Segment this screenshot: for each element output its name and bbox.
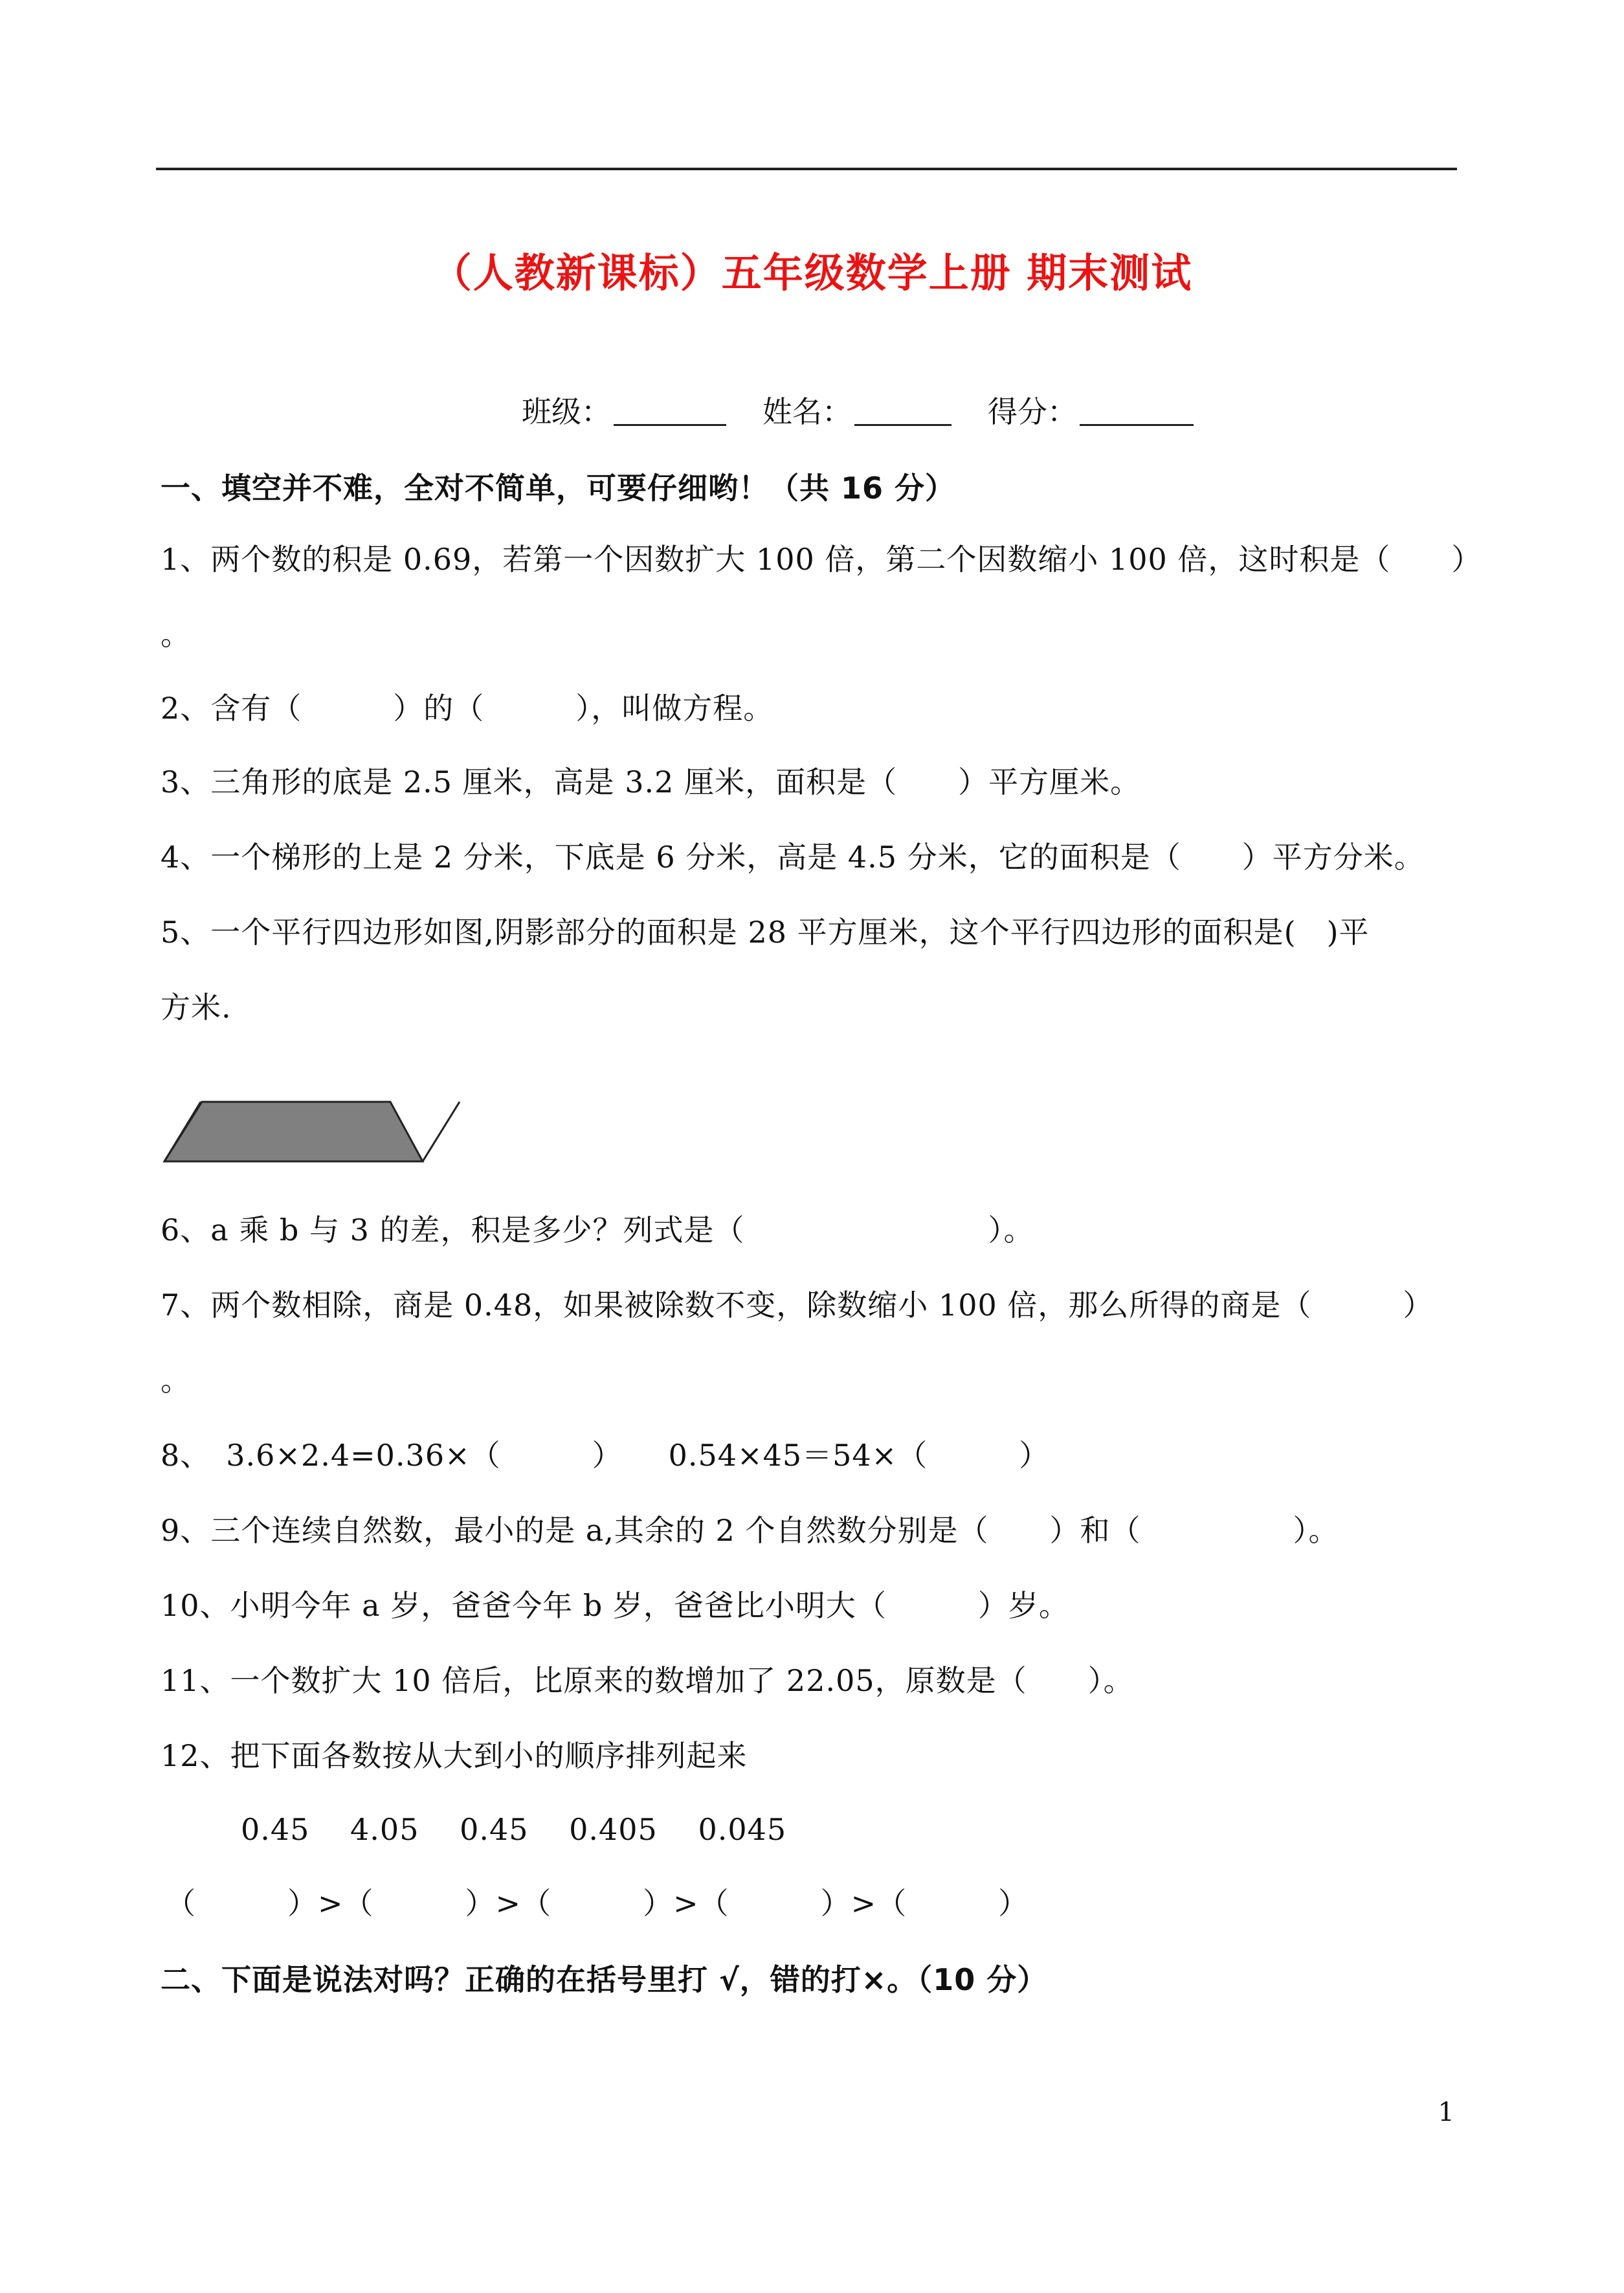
question-7-cont: 。 bbox=[161, 1363, 191, 1398]
question-1-cont: 。 bbox=[161, 617, 191, 652]
parallelogram-figure bbox=[161, 1095, 471, 1176]
score-label: 得分： bbox=[988, 394, 1077, 429]
question-3: 3、三角形的底是 2.5 厘米，高是 3.2 厘米，面积是（ ）平方厘米。 bbox=[161, 765, 1141, 800]
question-12-order: （ ）>（ ）>（ ）>（ ）>（ ） bbox=[166, 1886, 1029, 1921]
question-4: 4、一个梯形的上是 2 分米，下底是 6 分米，高是 4.5 分米，它的面积是（ ）平方分米。 bbox=[161, 840, 1425, 875]
question-5: 5、一个平行四边形如图,阴影部分的面积是 28 平方厘米，这个平行四边形的面积是( )平 bbox=[161, 915, 1370, 950]
class-blank[interactable] bbox=[614, 398, 726, 426]
section-2-heading: 二、下面是说法对吗？正确的在括号里打 √，错的打×。（10 分） bbox=[161, 1962, 1048, 1997]
question-10: 10、小明今年 a 岁，爸爸今年 b 岁，爸爸比小明大（ ）岁。 bbox=[161, 1588, 1069, 1623]
right-edge bbox=[423, 1102, 460, 1161]
question-2: 2、含有（ ）的（ ），叫做方程。 bbox=[161, 691, 774, 726]
page-title: （人教新课标）五年级数学上册 期末测试 bbox=[431, 249, 1193, 296]
shaded-trapezoid bbox=[164, 1102, 423, 1161]
name-label: 姓名： bbox=[762, 394, 852, 429]
question-6: 6、a 乘 b 与 3 的差，积是多少？列式是（ ）。 bbox=[161, 1213, 1034, 1247]
section-1-heading: 一、填空并不难，全对不简单，可要仔细哟！（共 16 分） bbox=[161, 471, 956, 506]
question-8: 8、 3.6×2.4=0.36×（ ） 0.54×45＝54×（ ） bbox=[161, 1438, 1050, 1473]
question-1: 1、两个数的积是 0.69，若第一个因数扩大 100 倍，第二个因数缩小 100 倍，这时积是（ ） bbox=[161, 542, 1482, 577]
question-7: 7、两个数相除，商是 0.48，如果被除数不变，除数缩小 100 倍，那么所得的商是（ ） bbox=[161, 1288, 1434, 1323]
name-blank[interactable] bbox=[854, 398, 951, 426]
question-9: 9、三个连续自然数，最小的是 a,其余的 2 个自然数分别是（ ）和（ ）。 bbox=[161, 1513, 1339, 1548]
student-info bbox=[522, 388, 1194, 431]
header-rule bbox=[156, 168, 1457, 170]
class-label: 班级： bbox=[522, 394, 611, 429]
question-12: 12、把下面各数按从大到小的顺序排列起来 bbox=[161, 1738, 748, 1773]
question-11: 11、一个数扩大 10 倍后，比原来的数增加了 22.05，原数是（ ）。 bbox=[161, 1663, 1134, 1698]
page-number: 1 bbox=[1438, 2097, 1454, 2127]
question-5-cont: 方米. bbox=[161, 990, 232, 1025]
score-blank[interactable] bbox=[1080, 398, 1194, 426]
parallelogram-svg bbox=[161, 1095, 471, 1173]
question-12-numbers: 0.45 4.05 0.45 0.405 0.045 bbox=[241, 1812, 787, 1847]
